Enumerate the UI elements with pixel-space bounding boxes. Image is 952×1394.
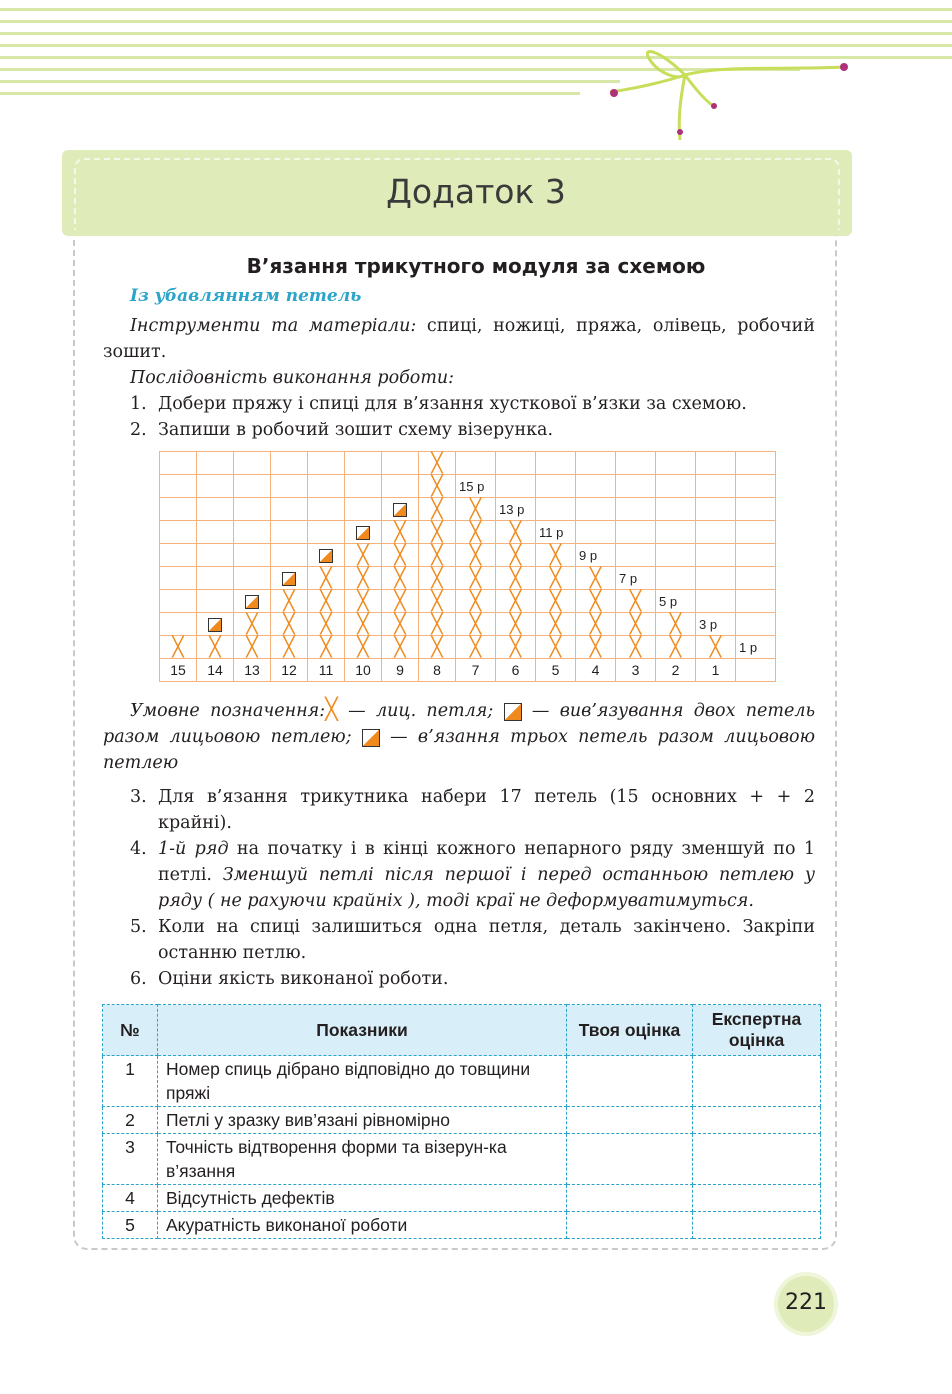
row-criteria: Номер спиць дібрано відповідно до товщини пряжі xyxy=(158,1056,567,1107)
knit-stitch: ╳ xyxy=(345,613,382,636)
knit-stitch: ╳ xyxy=(308,636,345,659)
grid-cell xyxy=(160,521,197,544)
step-text: Коли на спиці залишиться одна петля, деталь закінчено. Закріпи останню петлю. xyxy=(158,917,815,963)
grid-cell xyxy=(197,521,234,544)
legend-knit-text: — лиц. петля; xyxy=(337,701,504,721)
column-number: 15 xyxy=(160,659,197,682)
knit-stitch: ╳ xyxy=(536,636,576,659)
column-number: 11 xyxy=(308,659,345,682)
grid-cell xyxy=(696,521,736,544)
table-row xyxy=(103,1185,821,1212)
knit-stitch: ╳ xyxy=(456,521,496,544)
grid-cell xyxy=(536,475,576,498)
grid-cell xyxy=(736,567,776,590)
knit-stitch: ╳ xyxy=(160,636,197,659)
knit-stitch: ╳ xyxy=(234,636,271,659)
row-number: 5 xyxy=(103,1212,158,1239)
knit-stitch: ╳ xyxy=(456,567,496,590)
self-grade-cell[interactable] xyxy=(567,1134,693,1185)
decrease-stitch xyxy=(234,590,271,613)
steps-bottom-list xyxy=(130,784,815,992)
grid-cell xyxy=(736,590,776,613)
grid-cell xyxy=(160,567,197,590)
grid-cell xyxy=(160,475,197,498)
grid-cell xyxy=(382,452,419,475)
grid-cell xyxy=(576,452,616,475)
sequence-label: Послідовність виконання роботи: xyxy=(130,368,455,388)
legend-label: Умовне позначення: xyxy=(130,701,326,721)
knit-stitch: ╳ xyxy=(308,567,345,590)
list-item xyxy=(130,966,815,992)
legend-dec3-text: — в’язання трьох петель разом лицьовою петлею xyxy=(103,727,815,773)
row-number: 1 xyxy=(103,1056,158,1107)
decrease-stitch xyxy=(345,521,382,544)
grid-cell xyxy=(160,613,197,636)
expert-grade-cell[interactable] xyxy=(693,1185,821,1212)
grid-cell xyxy=(576,475,616,498)
knit-stitch: ╳ xyxy=(576,567,616,590)
col-criteria-header: Показники xyxy=(158,1005,567,1056)
grid-cell xyxy=(496,475,536,498)
knit-stitch: ╳ xyxy=(536,590,576,613)
grid-cell xyxy=(656,567,696,590)
knit-stitch: ╳ xyxy=(419,590,456,613)
grid-cell xyxy=(345,498,382,521)
knit-stitch: ╳ xyxy=(576,590,616,613)
grid-cell xyxy=(160,498,197,521)
step-text xyxy=(158,836,815,914)
decrease-stitch xyxy=(197,613,234,636)
materials-text: спиці, ножиці, пряжа, олівець, робочий зошит. xyxy=(103,316,815,362)
step-note: Зменшуй петлі після першої і перед останньою петлею у ряду ( не рахуючи крайніх ), тоді краї не деформуватимуться. xyxy=(158,865,815,911)
grid-cell xyxy=(616,452,656,475)
grid-cell xyxy=(197,452,234,475)
grid-cell xyxy=(736,498,776,521)
column-number: 10 xyxy=(345,659,382,682)
knit-stitch: ╳ xyxy=(496,521,536,544)
grid-cell xyxy=(308,521,345,544)
grid-cell xyxy=(656,452,696,475)
knit-stitch: ╳ xyxy=(656,613,696,636)
knit-stitch: ╳ xyxy=(616,590,656,613)
step-text: Добери пряжу і спиці для в’язання хусткової в’язки за схемою. xyxy=(158,394,747,414)
knit-stitch: ╳ xyxy=(234,613,271,636)
list-item xyxy=(130,417,815,443)
knit-stitch: ╳ xyxy=(536,544,576,567)
knit-stitch: ╳ xyxy=(419,475,456,498)
table-header-row xyxy=(103,1005,821,1056)
row-criteria: Відсутність дефектів xyxy=(158,1185,567,1212)
decrease-stitch xyxy=(382,498,419,521)
grid-cell xyxy=(536,452,576,475)
section-heading: В’язання трикутного модуля за схемою xyxy=(246,254,706,278)
expert-grade-cell[interactable] xyxy=(693,1107,821,1134)
grid-cell xyxy=(271,475,308,498)
decrease-stitch xyxy=(308,544,345,567)
knit-stitch: ╳ xyxy=(419,521,456,544)
step-text: Для в’язання трикутника набери 17 петель (15 основних + + 2 крайні). xyxy=(158,787,815,833)
grid-cell xyxy=(271,498,308,521)
knit-symbol-icon: ╳ xyxy=(325,697,338,721)
row-label: 13 р xyxy=(496,498,536,521)
knit-stitch: ╳ xyxy=(616,613,656,636)
grid-cell xyxy=(234,544,271,567)
knit-stitch: ╳ xyxy=(419,498,456,521)
expert-grade-cell[interactable] xyxy=(693,1134,821,1185)
knit-stitch: ╳ xyxy=(696,636,736,659)
grid-cell xyxy=(616,544,656,567)
knit-stitch: ╳ xyxy=(496,636,536,659)
knit-stitch: ╳ xyxy=(456,590,496,613)
materials-label: Інструменти та матеріали: xyxy=(130,316,417,336)
column-number: 7 xyxy=(456,659,496,682)
grid-cell xyxy=(271,544,308,567)
grid-cell xyxy=(496,452,536,475)
grid-cell xyxy=(616,521,656,544)
self-grade-cell[interactable] xyxy=(567,1212,693,1239)
grid-cell xyxy=(271,521,308,544)
grid-cell xyxy=(234,521,271,544)
knit-stitch: ╳ xyxy=(382,544,419,567)
grid-cell xyxy=(736,452,776,475)
grid-cell xyxy=(308,452,345,475)
column-number: 3 xyxy=(616,659,656,682)
grid-cell xyxy=(308,475,345,498)
legend xyxy=(103,698,815,776)
grid-cell xyxy=(345,452,382,475)
grid-cell xyxy=(696,544,736,567)
legend-dec2-text: — вив’язування двох петель разом лицьовою петлею; xyxy=(103,701,815,747)
knit-stitch: ╳ xyxy=(536,613,576,636)
knit-stitch: ╳ xyxy=(616,636,656,659)
list-item xyxy=(130,914,815,966)
step-number: 4. xyxy=(130,839,147,859)
column-number: 6 xyxy=(496,659,536,682)
grid-cell xyxy=(616,475,656,498)
subheading: Із убавлянням петель xyxy=(130,286,362,306)
grid-cell xyxy=(736,521,776,544)
grid-cell xyxy=(656,498,696,521)
row-number: 3 xyxy=(103,1134,158,1185)
col-expert-grade-header: Експертна оцінка xyxy=(693,1005,821,1056)
grid-cell xyxy=(696,498,736,521)
grid-cell xyxy=(234,475,271,498)
table-row xyxy=(103,1056,821,1107)
step-number: 5. xyxy=(130,917,147,937)
grid-cell xyxy=(576,521,616,544)
knit-stitch: ╳ xyxy=(308,613,345,636)
grid-cell xyxy=(345,475,382,498)
column-number: 9 xyxy=(382,659,419,682)
column-number: 8 xyxy=(419,659,456,682)
grid-cell xyxy=(576,498,616,521)
knit-stitch: ╳ xyxy=(382,521,419,544)
knit-stitch: ╳ xyxy=(345,590,382,613)
grid-cell xyxy=(736,659,776,682)
grid-cell xyxy=(271,452,308,475)
page-number: 221 xyxy=(778,1276,834,1332)
knit-stitch: ╳ xyxy=(382,613,419,636)
knit-stitch: ╳ xyxy=(576,613,616,636)
row-label: 11 р xyxy=(536,521,576,544)
grid-cell xyxy=(656,521,696,544)
column-number: 5 xyxy=(536,659,576,682)
knit-stitch: ╳ xyxy=(456,636,496,659)
knit-stitch: ╳ xyxy=(419,636,456,659)
grid-cell xyxy=(736,544,776,567)
knit-stitch: ╳ xyxy=(345,544,382,567)
knit-stitch: ╳ xyxy=(345,567,382,590)
grid-cell xyxy=(234,452,271,475)
row-criteria: Акуратність виконаної роботи xyxy=(158,1212,567,1239)
decrease-two-icon xyxy=(504,703,522,721)
knit-stitch: ╳ xyxy=(271,636,308,659)
grid-cell xyxy=(197,567,234,590)
knit-stitch: ╳ xyxy=(308,590,345,613)
column-number: 12 xyxy=(271,659,308,682)
grid-cell xyxy=(160,590,197,613)
knit-stitch: ╳ xyxy=(419,567,456,590)
step-number: 3. xyxy=(130,787,147,807)
grid-cell xyxy=(736,475,776,498)
knit-stitch: ╳ xyxy=(197,636,234,659)
table-row xyxy=(103,1212,821,1239)
row-number: 2 xyxy=(103,1107,158,1134)
row-criteria: Точність відтворення форми та візерун-ка в’язання xyxy=(158,1134,567,1185)
row-label: 1 р xyxy=(736,636,776,659)
row-label: 9 р xyxy=(576,544,616,567)
evaluation-table xyxy=(102,1004,821,1239)
grid-cell xyxy=(616,498,656,521)
knit-stitch: ╳ xyxy=(496,613,536,636)
list-item xyxy=(130,784,815,836)
grid-cell xyxy=(656,475,696,498)
grid-cell xyxy=(696,567,736,590)
grid-cell xyxy=(197,475,234,498)
knit-stitch: ╳ xyxy=(271,613,308,636)
scheme-grid xyxy=(159,451,776,682)
grid-cell xyxy=(736,613,776,636)
column-number: 4 xyxy=(576,659,616,682)
knit-stitch: ╳ xyxy=(656,636,696,659)
grid-cell xyxy=(234,498,271,521)
row-number: 4 xyxy=(103,1185,158,1212)
knit-stitch: ╳ xyxy=(382,567,419,590)
knit-stitch: ╳ xyxy=(382,636,419,659)
knit-stitch: ╳ xyxy=(496,567,536,590)
knit-stitch: ╳ xyxy=(456,613,496,636)
step-text: Запиши в робочий зошит схему візерунка. xyxy=(158,420,554,440)
grid-cell xyxy=(536,498,576,521)
decrease-stitch xyxy=(271,567,308,590)
knit-stitch: ╳ xyxy=(456,544,496,567)
grid-cell xyxy=(160,544,197,567)
step-lead: 1-й ряд xyxy=(158,839,229,859)
grid-cell xyxy=(197,544,234,567)
column-number: 14 xyxy=(197,659,234,682)
materials-paragraph xyxy=(103,313,815,365)
column-number: 13 xyxy=(234,659,271,682)
grid-cell xyxy=(696,452,736,475)
knit-stitch: ╳ xyxy=(536,567,576,590)
self-grade-cell[interactable] xyxy=(567,1107,693,1134)
knit-stitch: ╳ xyxy=(576,636,616,659)
row-label: 7 р xyxy=(616,567,656,590)
list-item xyxy=(130,391,815,417)
knit-stitch: ╳ xyxy=(419,544,456,567)
knit-stitch: ╳ xyxy=(496,590,536,613)
knit-stitch: ╳ xyxy=(419,613,456,636)
ribbon-bow-decoration xyxy=(600,40,860,150)
knit-stitch: ╳ xyxy=(382,590,419,613)
step-number: 6. xyxy=(130,969,147,989)
table-row xyxy=(103,1134,821,1185)
step-body: на початку і в кінці кожного непарного ряду зменшуй по 1 петлі. xyxy=(158,839,815,885)
step-number: 1. xyxy=(130,394,147,414)
list-item xyxy=(130,836,815,914)
row-criteria: Петлі у зразку вив’язані рівномірно xyxy=(158,1107,567,1134)
grid-cell xyxy=(382,475,419,498)
table-row xyxy=(103,1107,821,1134)
grid-cell xyxy=(160,452,197,475)
column-number: 2 xyxy=(656,659,696,682)
row-label: 15 р xyxy=(456,475,496,498)
step-number: 2. xyxy=(130,420,147,440)
grid-cell xyxy=(197,590,234,613)
expert-grade-cell[interactable] xyxy=(693,1056,821,1107)
knit-stitch: ╳ xyxy=(345,636,382,659)
row-label: 3 р xyxy=(696,613,736,636)
expert-grade-cell[interactable] xyxy=(693,1212,821,1239)
steps-top-list xyxy=(130,391,815,443)
grid-cell xyxy=(197,498,234,521)
self-grade-cell[interactable] xyxy=(567,1185,693,1212)
decrease-three-icon xyxy=(362,729,380,747)
self-grade-cell[interactable] xyxy=(567,1056,693,1107)
knit-stitch: ╳ xyxy=(271,590,308,613)
grid-cell xyxy=(656,544,696,567)
grid-cell xyxy=(696,475,736,498)
knit-stitch: ╳ xyxy=(419,452,456,475)
knit-stitch: ╳ xyxy=(456,498,496,521)
row-label: 5 р xyxy=(656,590,696,613)
step-text: Оціни якість виконаної роботи. xyxy=(158,969,449,989)
col-number-header: № xyxy=(103,1005,158,1056)
col-self-grade-header: Твоя оцінка xyxy=(567,1005,693,1056)
column-number: 1 xyxy=(696,659,736,682)
grid-cell xyxy=(234,567,271,590)
knitting-scheme xyxy=(159,451,776,682)
grid-cell xyxy=(696,590,736,613)
page-title: Додаток 3 xyxy=(386,172,566,211)
grid-cell xyxy=(456,452,496,475)
grid-cell xyxy=(308,498,345,521)
knit-stitch: ╳ xyxy=(496,544,536,567)
